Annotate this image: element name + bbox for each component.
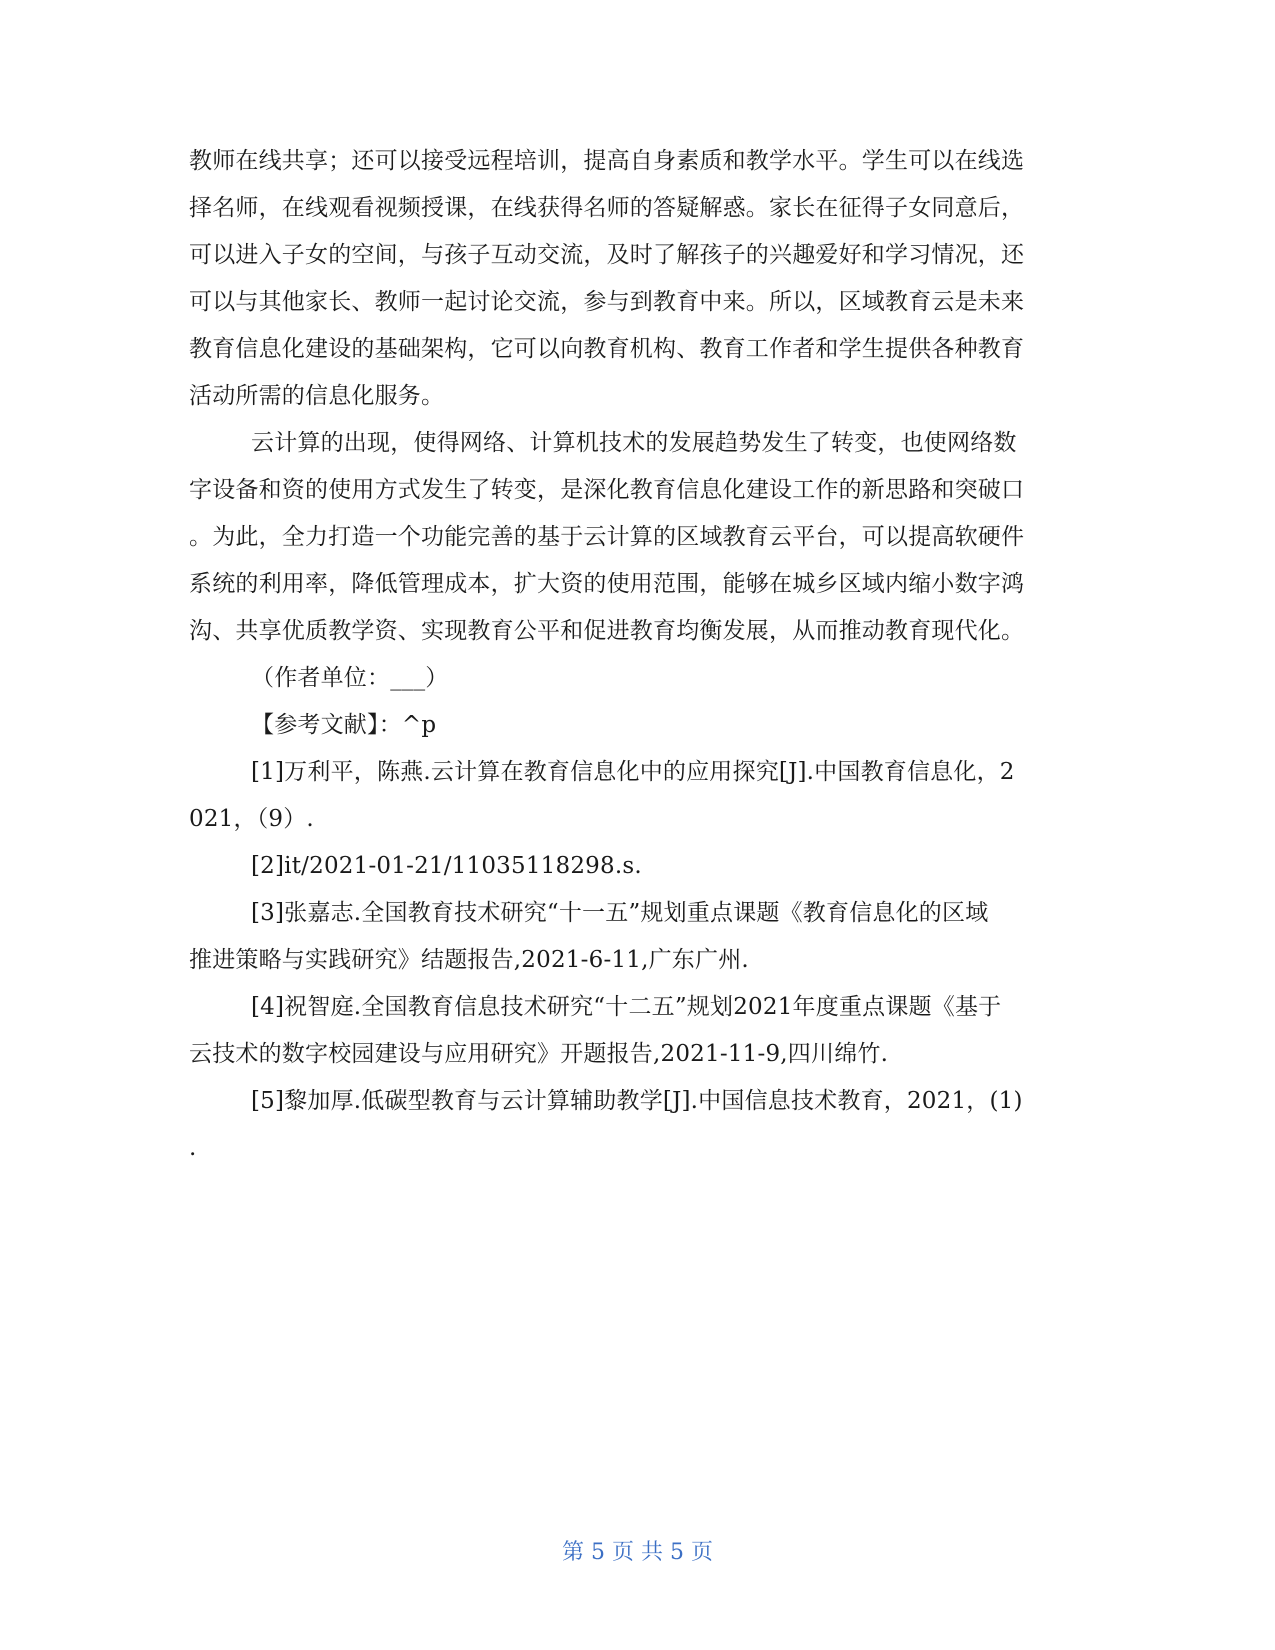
reference-line: [2]it/2021-01-21/11035118298.s. bbox=[251, 853, 642, 879]
reference-line: [3]张嘉志.全国教育技术研究“十一五”规划重点课题《教育信息化的区域 bbox=[251, 900, 989, 926]
paragraph-2-line: 字设备和资的使用方式发生了转变，是深化教育信息化建设工作的新思路和突破口 bbox=[189, 477, 1025, 503]
paragraph-1-line: 可以与其他家长、教师一起讨论交流，参与到教育中来。所以，区域教育云是未来 bbox=[189, 289, 1025, 315]
author-unit: （作者单位：___） bbox=[251, 665, 449, 691]
paragraph-2-line: 沟、共享优质教学资、实现教育公平和促进教育均衡发展，从而推动教育现代化。 bbox=[189, 618, 1025, 644]
paragraph-1-line: 可以进入子女的空间，与孩子互动交流，及时了解孩子的兴趣爱好和学习情况，还 bbox=[189, 242, 1025, 268]
reference-line: [5]黎加厚.低碳型教育与云计算辅助教学[J].中国信息技术教育，2021，(1) bbox=[251, 1088, 1023, 1114]
reference-line: 021，（9）. bbox=[189, 806, 314, 832]
paragraph-1-line: 活动所需的信息化服务。 bbox=[189, 383, 445, 409]
reference-line: [4]祝智庭.全国教育信息技术研究“十二五”规划2021年度重点课题《基于 bbox=[251, 994, 1002, 1020]
page-footer: 第 5 页 共 5 页 bbox=[562, 1540, 713, 1565]
paragraph-2-line: 。为此，全力打造一个功能完善的基于云计算的区域教育云平台，可以提高软硬件 bbox=[189, 524, 1025, 550]
reference-line: 云技术的数字校园建设与应用研究》开题报告,2021-11-9,四川绵竹. bbox=[189, 1041, 889, 1067]
reference-line: 推进策略与实践研究》结题报告,2021-6-11,广东广州. bbox=[189, 947, 749, 973]
paragraph-1-line: 择名师，在线观看视频授课，在线获得名师的答疑解惑。家长在征得子女同意后， bbox=[189, 195, 1025, 221]
paragraph-1-line: 教育信息化建设的基础架构，它可以向教育机构、教育工作者和学生提供各种教育 bbox=[189, 336, 1025, 362]
paragraph-2-line: 系统的利用率，降低管理成本，扩大资的使用范围，能够在城乡区域内缩小数字鸿 bbox=[189, 571, 1025, 597]
paragraph-2-line: 云计算的出现，使得网络、计算机技术的发展趋势发生了转变，也使网络数 bbox=[251, 430, 1017, 456]
references-heading: 【参考文献】：^p bbox=[251, 712, 437, 738]
paragraph-1-line: 教师在线共享；还可以接受远程培训，提高自身素质和教学水平。学生可以在线选 bbox=[189, 148, 1025, 174]
reference-line: [1]万利平，陈燕.云计算在教育信息化中的应用探究[J].中国教育信息化，2 bbox=[251, 759, 1015, 785]
reference-line: . bbox=[189, 1135, 197, 1161]
